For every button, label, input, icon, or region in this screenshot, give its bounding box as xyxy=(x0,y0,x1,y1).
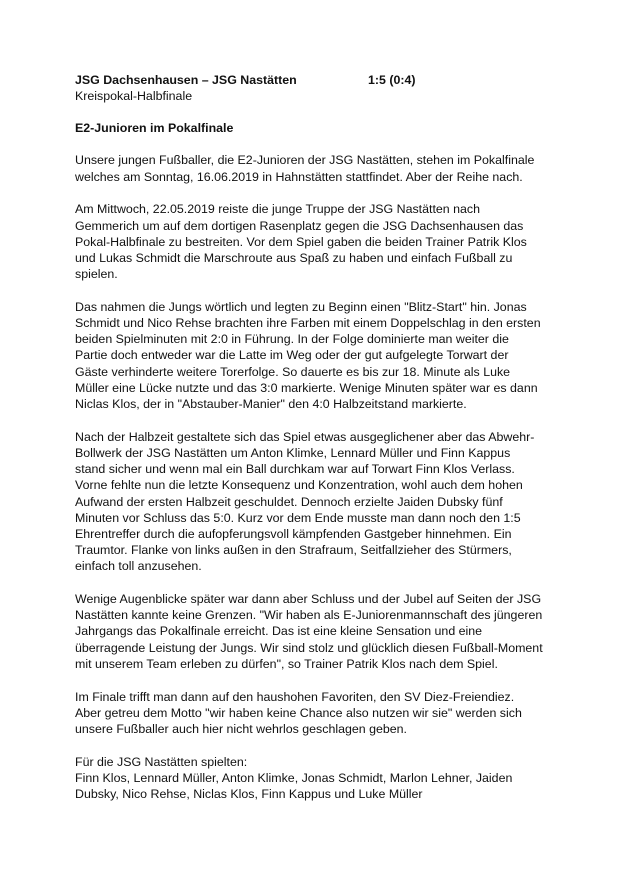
article-headline: E2-Junioren im Pokalfinale xyxy=(75,121,234,136)
match-header xyxy=(75,72,565,88)
text-line: Partie doch entweder war die Latte im Weg oder der gut aufgelegte Torwart der xyxy=(75,348,509,363)
players-line: Dubsky, Nico Rehse, Niclas Klos, Finn Kappus und Luke Müller xyxy=(75,787,423,802)
text-line: Ehrentreffer durch die aufopferungsvoll kämpfenden Gastgeber hinnehmen. Ein xyxy=(75,526,512,541)
text-line: Nach der Halbzeit gestaltete sich das Spiel etwas ausgeglichener aber das Abwehr- xyxy=(75,429,535,444)
text-line: Minuten vor Schluss das 5:0. Kurz vor dem Ende musste man dann noch den 1:5 xyxy=(75,510,521,525)
paragraph-prematch xyxy=(75,201,565,282)
text-line: Wenige Augenblicke später war dann aber Schluss und der Jubel auf Seiten der JSG xyxy=(75,592,542,607)
text-line: Unsere jungen Fußballer, die E2-Junioren der JSG Nastätten, stehen im Pokalfinale xyxy=(75,153,535,168)
text-line: Gäste verhinderte weitere Torerfolge. So dauerte es bis zur 18. Minute als Luke xyxy=(75,364,511,379)
text-line: Das nahmen die Jungs wörtlich und legten zu Beginn einen "Blitz-Start" hin. Jonas xyxy=(75,299,527,314)
text-line: Im Finale trifft man dann auf den haushohen Favoriten, den SV Diez-Freiendiez. xyxy=(75,689,515,704)
paragraph-first-half xyxy=(75,299,565,412)
match-score: 1:5 (0:4) xyxy=(368,73,416,87)
text-line: beiden Spielminuten mit 2:0 in Führung. In der Folge dominierte man weiter die xyxy=(75,332,509,347)
text-line: Schmidt und Nico Rehse brachten ihre Farben mit einem Doppelschlag in den ersten xyxy=(75,316,541,331)
paragraph-final-outlook xyxy=(75,689,565,738)
text-line: unsere Fußballer auch hier nicht wehrlos geschlagen geben. xyxy=(75,722,407,736)
text-line: stand sicher und wenn mal ein Ball durchkam war auf Torwart Finn Klos Verlass. xyxy=(75,462,515,477)
text-line: Müller eine Lücke nutzte und das 3:0 markierte. Wenige Minuten später war es dann xyxy=(75,380,538,395)
text-line: überragende Leistung der Jungs. Wir sind stolz und glücklich diesen Fußball-Moment xyxy=(75,640,543,655)
text-line: Bollwerk der JSG Nastätten um Anton Klimke, Lennard Müller und Finn Kappus xyxy=(75,445,511,460)
text-line: Aber getreu dem Motto "wir haben keine Chance also nutzen wir sie" werden sich xyxy=(75,705,522,720)
players-label: Für die JSG Nastätten spielten: xyxy=(75,754,248,769)
text-line: spielen. xyxy=(75,267,118,282)
text-line: Am Mittwoch, 22.05.2019 reiste die junge Truppe der JSG Nastätten nach xyxy=(75,202,480,217)
text-line: Aufwand der ersten Halbzeit geschuldet. Dennoch erzielte Jaiden Dubsky fünf xyxy=(75,494,503,509)
text-line: Vorne fehlte nun die letzte Konsequenz und Konzentration, wohl auch dem hohen xyxy=(75,478,523,493)
players-line: Finn Klos, Lennard Müller, Anton Klimke, Jonas Schmidt, Marlon Lehner, Jaiden xyxy=(75,770,513,785)
text-line: Pokal-Halbfinale zu bestreiten. Vor dem Spiel gaben die beiden Trainer Patrik Klos xyxy=(75,234,527,249)
text-line: Niclas Klos, der in "Abstauber-Manier" den 4:0 Halbzeitstand markierte. xyxy=(75,397,467,412)
paragraph-celebration xyxy=(75,591,565,672)
text-line: und Lukas Schmidt die Marschroute aus Spaß zu haben und einfach Fußball zu xyxy=(75,250,513,265)
paragraph-second-half xyxy=(75,429,565,575)
document-page xyxy=(75,72,565,819)
text-line: welches am Sonntag, 16.06.2019 in Hahnstätten stattfindet. Aber der Reihe nach. xyxy=(75,169,523,184)
text-line: mit unserem Team erleben zu dürfen", so Trainer Patrik Klos nach dem Spiel. xyxy=(75,656,498,671)
text-line: Nastätten kannte keine Grenzen. "Wir haben als E-Juniorenmannschaft des jüngeren xyxy=(75,608,543,623)
competition-label: Kreispokal-Halbfinale xyxy=(75,89,193,103)
paragraph-intro xyxy=(75,152,565,184)
match-title: JSG Dachsenhausen – JSG Nastätten xyxy=(75,73,297,87)
text-line: Traumtor. Flanke von links außen in den Strafraum, Seitfallzieher des Stürmers, xyxy=(75,543,512,558)
text-line: Gemmerich um auf dem dortigen Rasenplatz gegen die JSG Dachsenhausen das xyxy=(75,218,524,233)
text-line: Jahrgangs das Pokalfinale erreicht. Das ist eine kleine Sensation und eine xyxy=(75,624,483,639)
text-line: einfach toll anzusehen. xyxy=(75,559,202,574)
players-section xyxy=(75,754,565,803)
